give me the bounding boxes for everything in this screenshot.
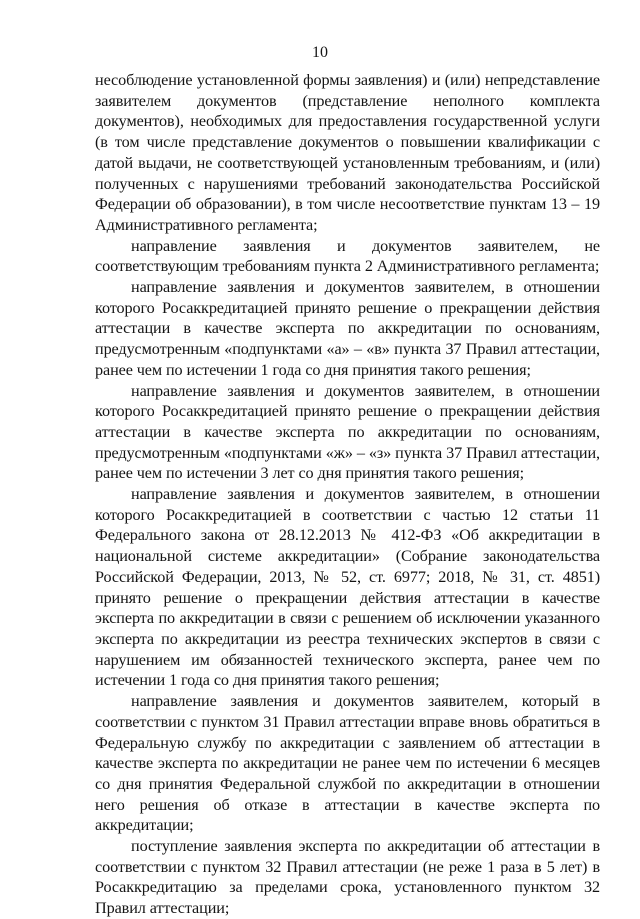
document-body — [95, 70, 600, 919]
paragraph-6: направление заявления и документов заявителем, который в соответствии с пунктом 31 Правил аттестации вправе вновь обратиться в Федеральную службу по аккредитации с заявлением об аттестации в качестве эксперта по аккредитации не ранее чем по истечении 6 месяцев со дня принятия Федеральной службой по аккредитации в отношении него решения об отказе в аттестации в качестве эксперта по аккредитации; — [95, 692, 600, 835]
paragraph-2: направление заявления и документов заявителем, не соответствующим требованиям пункта 2 Административного регламента; — [95, 236, 600, 276]
paragraph-7: поступление заявления эксперта по аккредитации об аттестации в соответствии с пунктом 32 Правил аттестации (не реже 1 раза в 5 лет) в Росаккредитацию за пределами срока, установленного пунктом 32 Правил аттестации; — [95, 837, 600, 918]
paragraph-1: несоблюдение установленной формы заявления) и (или) непредставление заявителем документов (представление неполного комплекта документов), необходимых для предоставления государственной услуги (в том числе представление документов о повышении квалификации с датой выдачи, не соответствующей установленным требованиям, и (или) полученных с нарушениями требований законодательства Российской Федерации об образовании), в том числе несоответствие пунктам 13 – 19 Административного регламента; — [95, 71, 600, 234]
page-number: 10 — [312, 44, 328, 61]
paragraph-3: направление заявления и документов заявителем, в отношении которого Росаккредитацией принято решение о прекращении действия аттестации в качестве эксперта по аккредитации по основаниям, предусмотренным «подпунктами «а» – «в» пункта 37 Правил аттестации, ранее чем по истечении 1 года со дня принятия такого решения; — [95, 278, 600, 379]
paragraph-5: направление заявления и документов заявителем, в отношении которого Росаккредитацией в соответствии с частью 12 статьи 11 Федерального закона от 28.12.2013 № 412-ФЗ «Об аккредитации в национальной системе аккредитации» (Собрание законодательства Российской Федерации, 2013, № 52, ст. 6977; 2018, № 31, ст. 4851) принято решение о прекращении действия аттестации в качестве эксперта по аккредитации в связи с решением об исключении указанного эксперта по аккредитации из реестра технических экспертов в связи с нарушением им обязанностей технического эксперта, ранее чем по истечении 1 года со дня принятия такого решения; — [95, 485, 600, 690]
paragraph-4: направление заявления и документов заявителем, в отношении которого Росаккредитацией принято решение о прекращении действия аттестации в качестве эксперта по аккредитации по основаниям, предусмотренным «подпунктами «ж» – «з» пункта 37 Правил аттестации, ранее чем по истечении 3 лет со дня принятия такого решения; — [95, 381, 600, 483]
